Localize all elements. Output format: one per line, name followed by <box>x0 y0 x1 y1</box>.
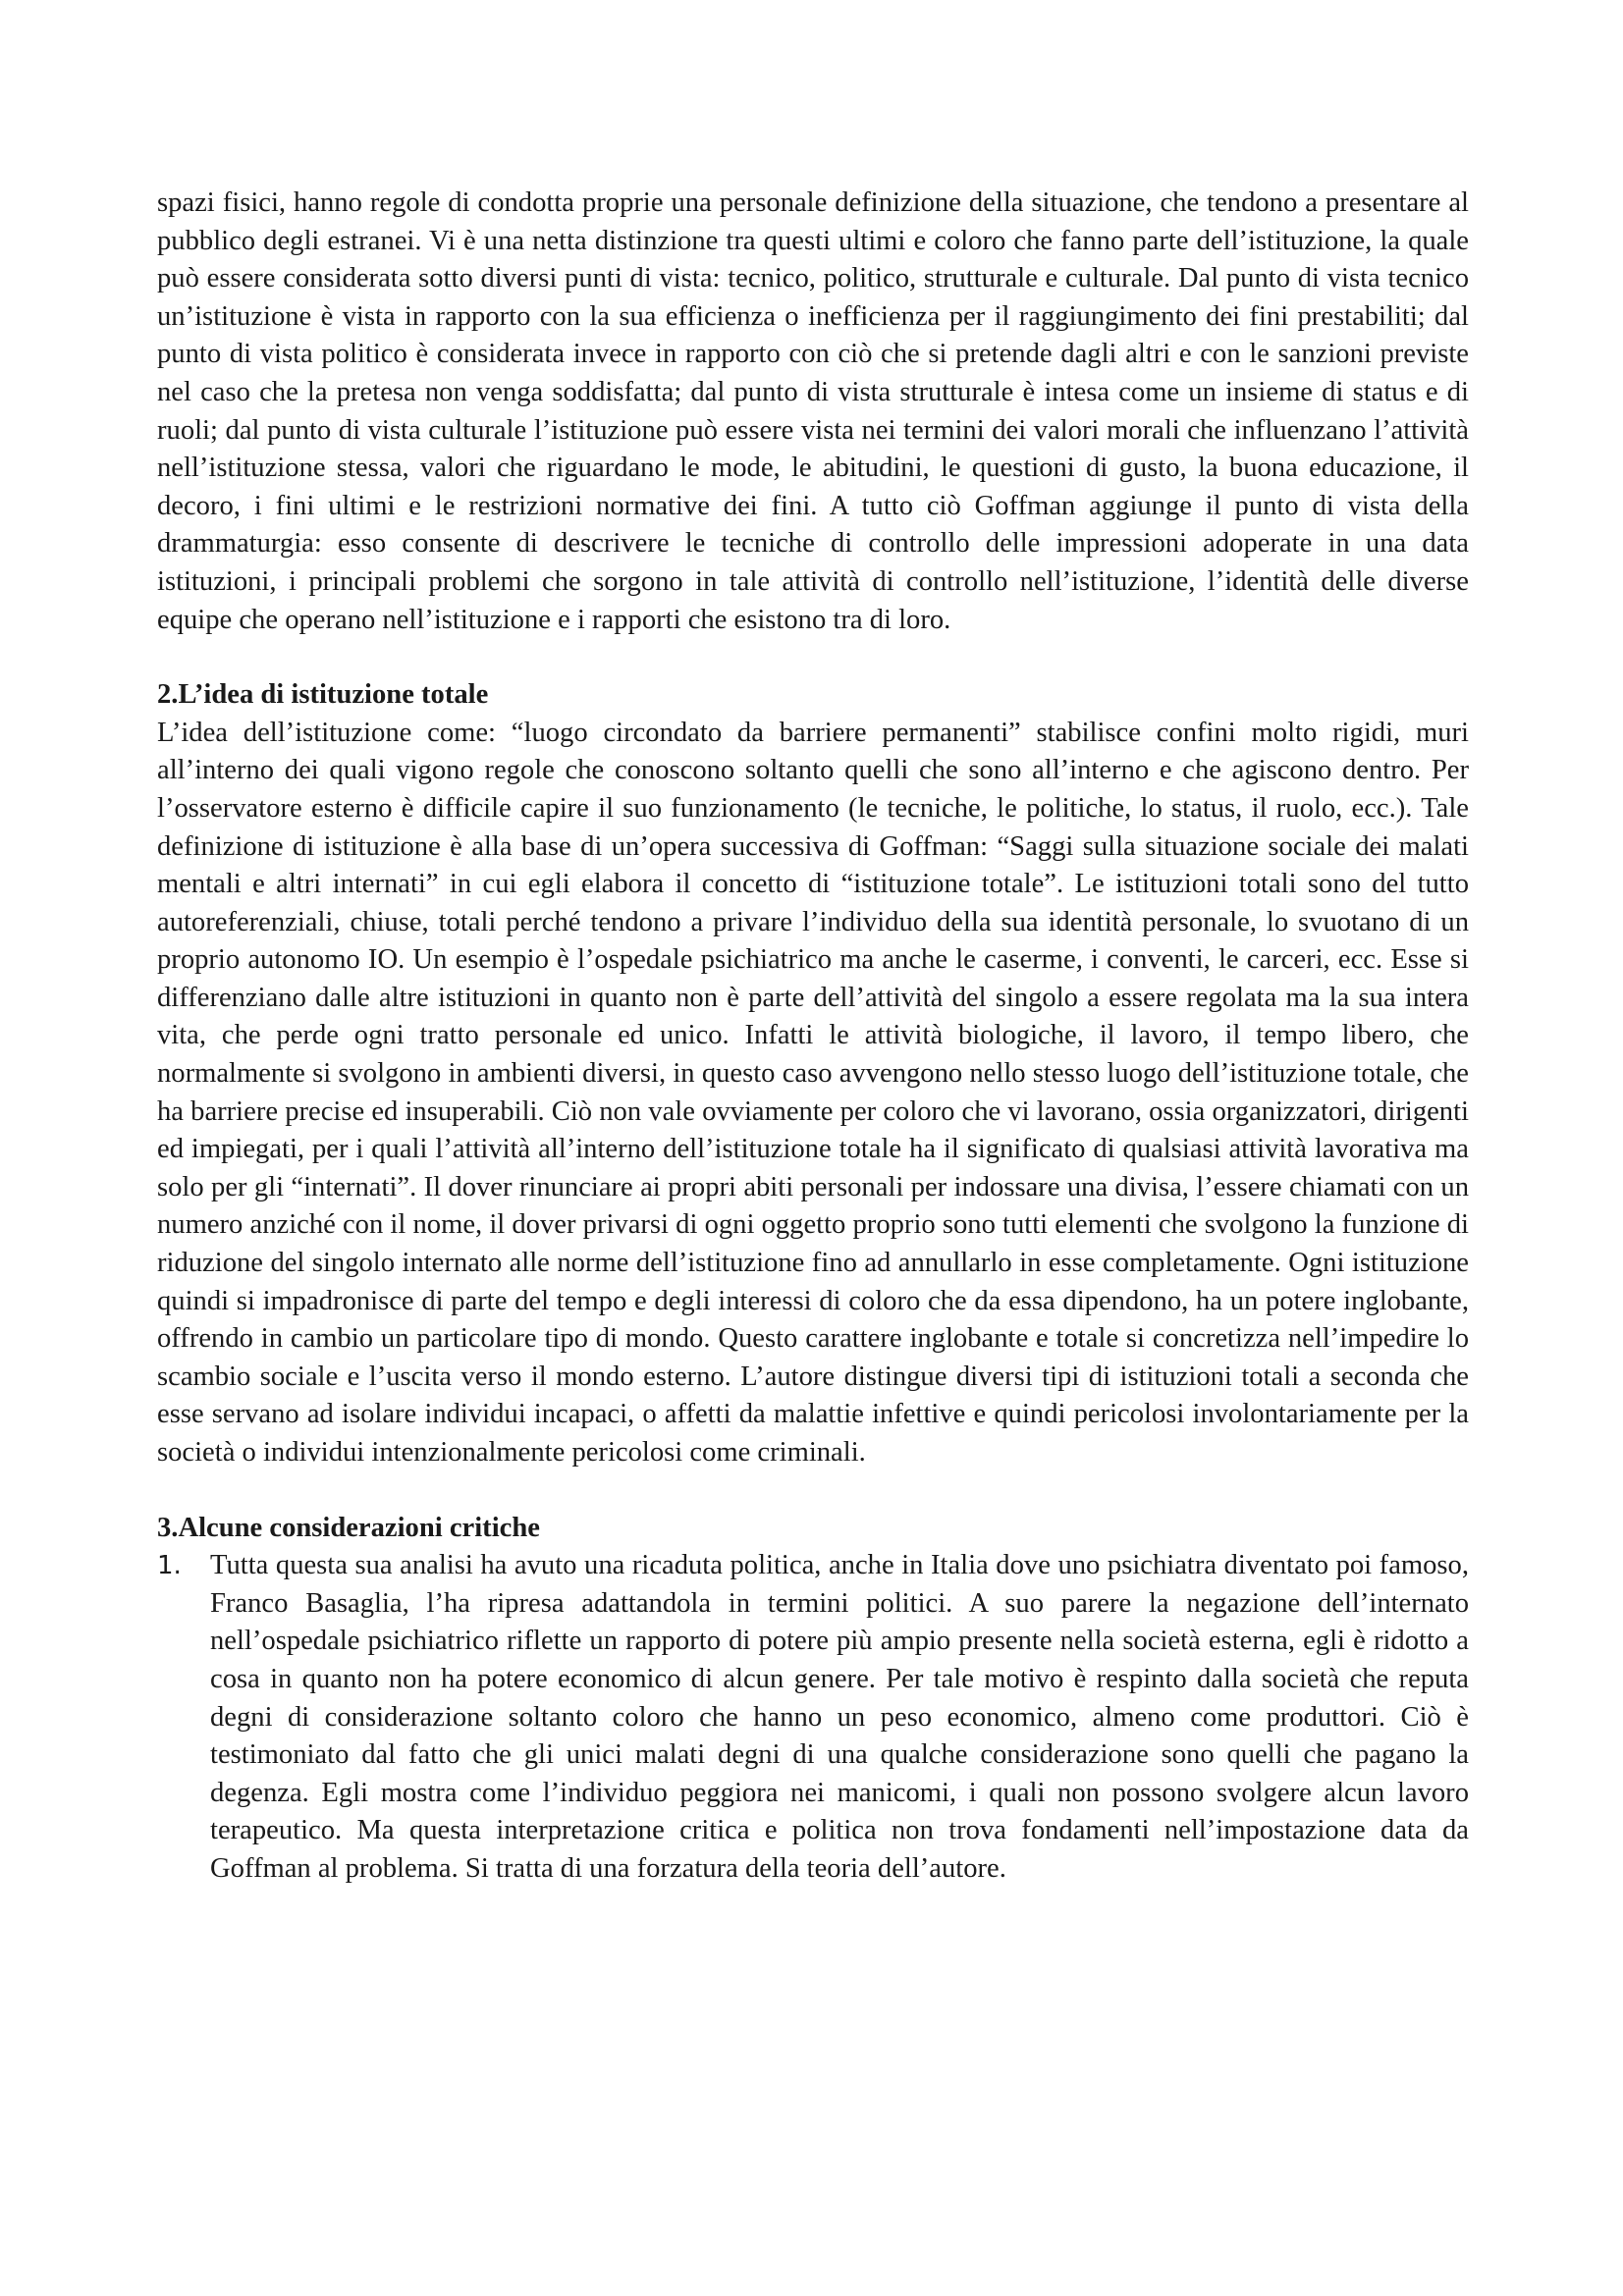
document-page <box>157 185 1469 1889</box>
paragraph-spacer <box>157 639 1469 676</box>
intro-paragraph: spazi fisici, hanno regole di condotta proprie una personale definizione della situazione, che tendono a presentare al pubblico degli estranei. Vi è una netta distinzione tra questi ultimi e coloro che fanno parte dell’istituzione, la quale può essere considerata sotto diversi punti di vista: tecnico, politico, strutturale e culturale. Dal punto di vista tecnico un’istituzione è vista in rapporto con la sua efficienza o inefficienza per il raggiungimento dei fini prestabiliti; dal punto di vista politico è considerata invece in rapporto con ciò che si pretende dagli altri e con le sanzioni previste nel caso che la pretesa non venga soddisfatta; dal punto di vista strutturale è intesa come un insieme di status e di ruoli; dal punto di vista culturale l’istituzione può essere vista nei termini dei valori morali che influenzano l’attività nell’istituzione stessa, valori che riguardano le mode, le abitudini, le questioni di gusto, la buona educazione, il decoro, i fini ultimi e le restrizioni normative dei fini. A tutto ciò Goffman aggiunge il punto di vista della drammaturgia: esso consente di descrivere le tecniche di controllo delle impressioni adoperate in una data istituzioni, i principali problemi che sorgono in tale attività di controllo nell’istituzione, l’identità delle diverse equipe che operano nell’istituzione e i rapporti che esistono tra di loro. <box>157 187 1469 635</box>
list-item <box>157 1547 1469 1888</box>
section-3-heading: 3.Alcune considerazioni critiche <box>157 1512 540 1543</box>
section-2-paragraph: L’idea dell’istituzione come: “luogo circondato da barriere permanenti” stabilisce confini molto rigidi, muri all’interno dei quali vigono regole che conoscono soltanto quelli che sono all’interno e che agiscono dentro. Per l’osservatore esterno è difficile capire il suo funzionamento (le tecniche, le politiche, lo status, il ruolo, ecc.). Tale definizione di istituzione è alla base di un’opera successiva di Goffman: “Saggi sulla situazione sociale dei malati mentali e altri internati” in cui egli elabora il concetto di “istituzione totale”. Le istituzioni totali sono del tutto autoreferenziali, chiuse, totali perché tendono a privare l’individuo della sua identità personale, lo svuotano di un proprio autonomo IO. Un esempio è l’ospedale psichiatrico ma anche le caserme, i conventi, le carceri, ecc. Esse si differenziano dalle altre istituzioni in quanto non è parte dell’attività del singolo a essere regolata ma la sua intera vita, che perde ogni tratto personale ed unico. Infatti le attività biologiche, il lavoro, il tempo libero, che normalmente si svolgono in ambienti diversi, in questo caso avvengono nello stesso luogo dell’istituzione totale, che ha barriere precise ed insuperabili. Ciò non vale ovviamente per coloro che vi lavorano, ossia organizzatori, dirigenti ed impiegati, per i quali l’attività all’interno dell’istituzione totale ha il significato di qualsiasi attività lavorativa ma solo per gli “internati”. Il dover rinunciare ai propri abiti personali per indossare una divisa, l’essere chiamati con un numero anziché con il nome, il dover privarsi di ogni oggetto proprio sono tutti elementi che svolgono la funzione di riduzione del singolo internato alle norme dell’istituzione fino ad annullarlo in esse completamente. Ogni istituzione quindi si impadronisce di parte del tempo e degli interessi di coloro che da essa dipendono, ha un potere inglobante, offrendo in cambio un particolare tipo di mondo. Questo carattere inglobante e totale si concretizza nell’impedire lo scambio sociale e l’uscita verso il mondo esterno. L’autore distingue diversi tipi di istituzioni totali a seconda che esse servano ad isolare individui incapaci, o affetti da malattie infettive e quindi pericolosi involontariamente per la società o individui intenzionalmente pericolosi come criminali. <box>157 717 1469 1468</box>
critical-considerations-list <box>157 1547 1469 1888</box>
list-item-number: 1. <box>157 1551 182 1581</box>
section-2-heading: 2.L’idea di istituzione totale <box>157 679 489 711</box>
list-item-text: Tutta questa sua analisi ha avuto una ricaduta politica, anche in Italia dove uno psichiatra diventato poi famoso, Franco Basaglia, l’ha ripresa adattandola in termini politici. A suo parere la negazione dell’internato nell’ospedale psichiatrico riflette un rapporto di potere più ampio presente nella società esterna, egli è ridotto a cosa in quanto non ha potere economico di alcun genere. Per tale motivo è respinto dalla società che reputa degni di considerazione soltanto coloro che hanno un peso economico, almeno come produttori. Ciò è testimoniato dal fatto che gli unici malati degni di una qualche considerazione sono quelli che pagano la degenza. Egli mostra come l’individuo peggiora nei manicomi, i quali non possono svolgere alcun lavoro terapeutico. Ma questa interpretazione critica e politica non trova fondamenti nell’impostazione data da Goffman al problema. Si tratta di una forzatura della teoria dell’autore. <box>210 1550 1469 1884</box>
paragraph-spacer <box>157 1472 1469 1510</box>
